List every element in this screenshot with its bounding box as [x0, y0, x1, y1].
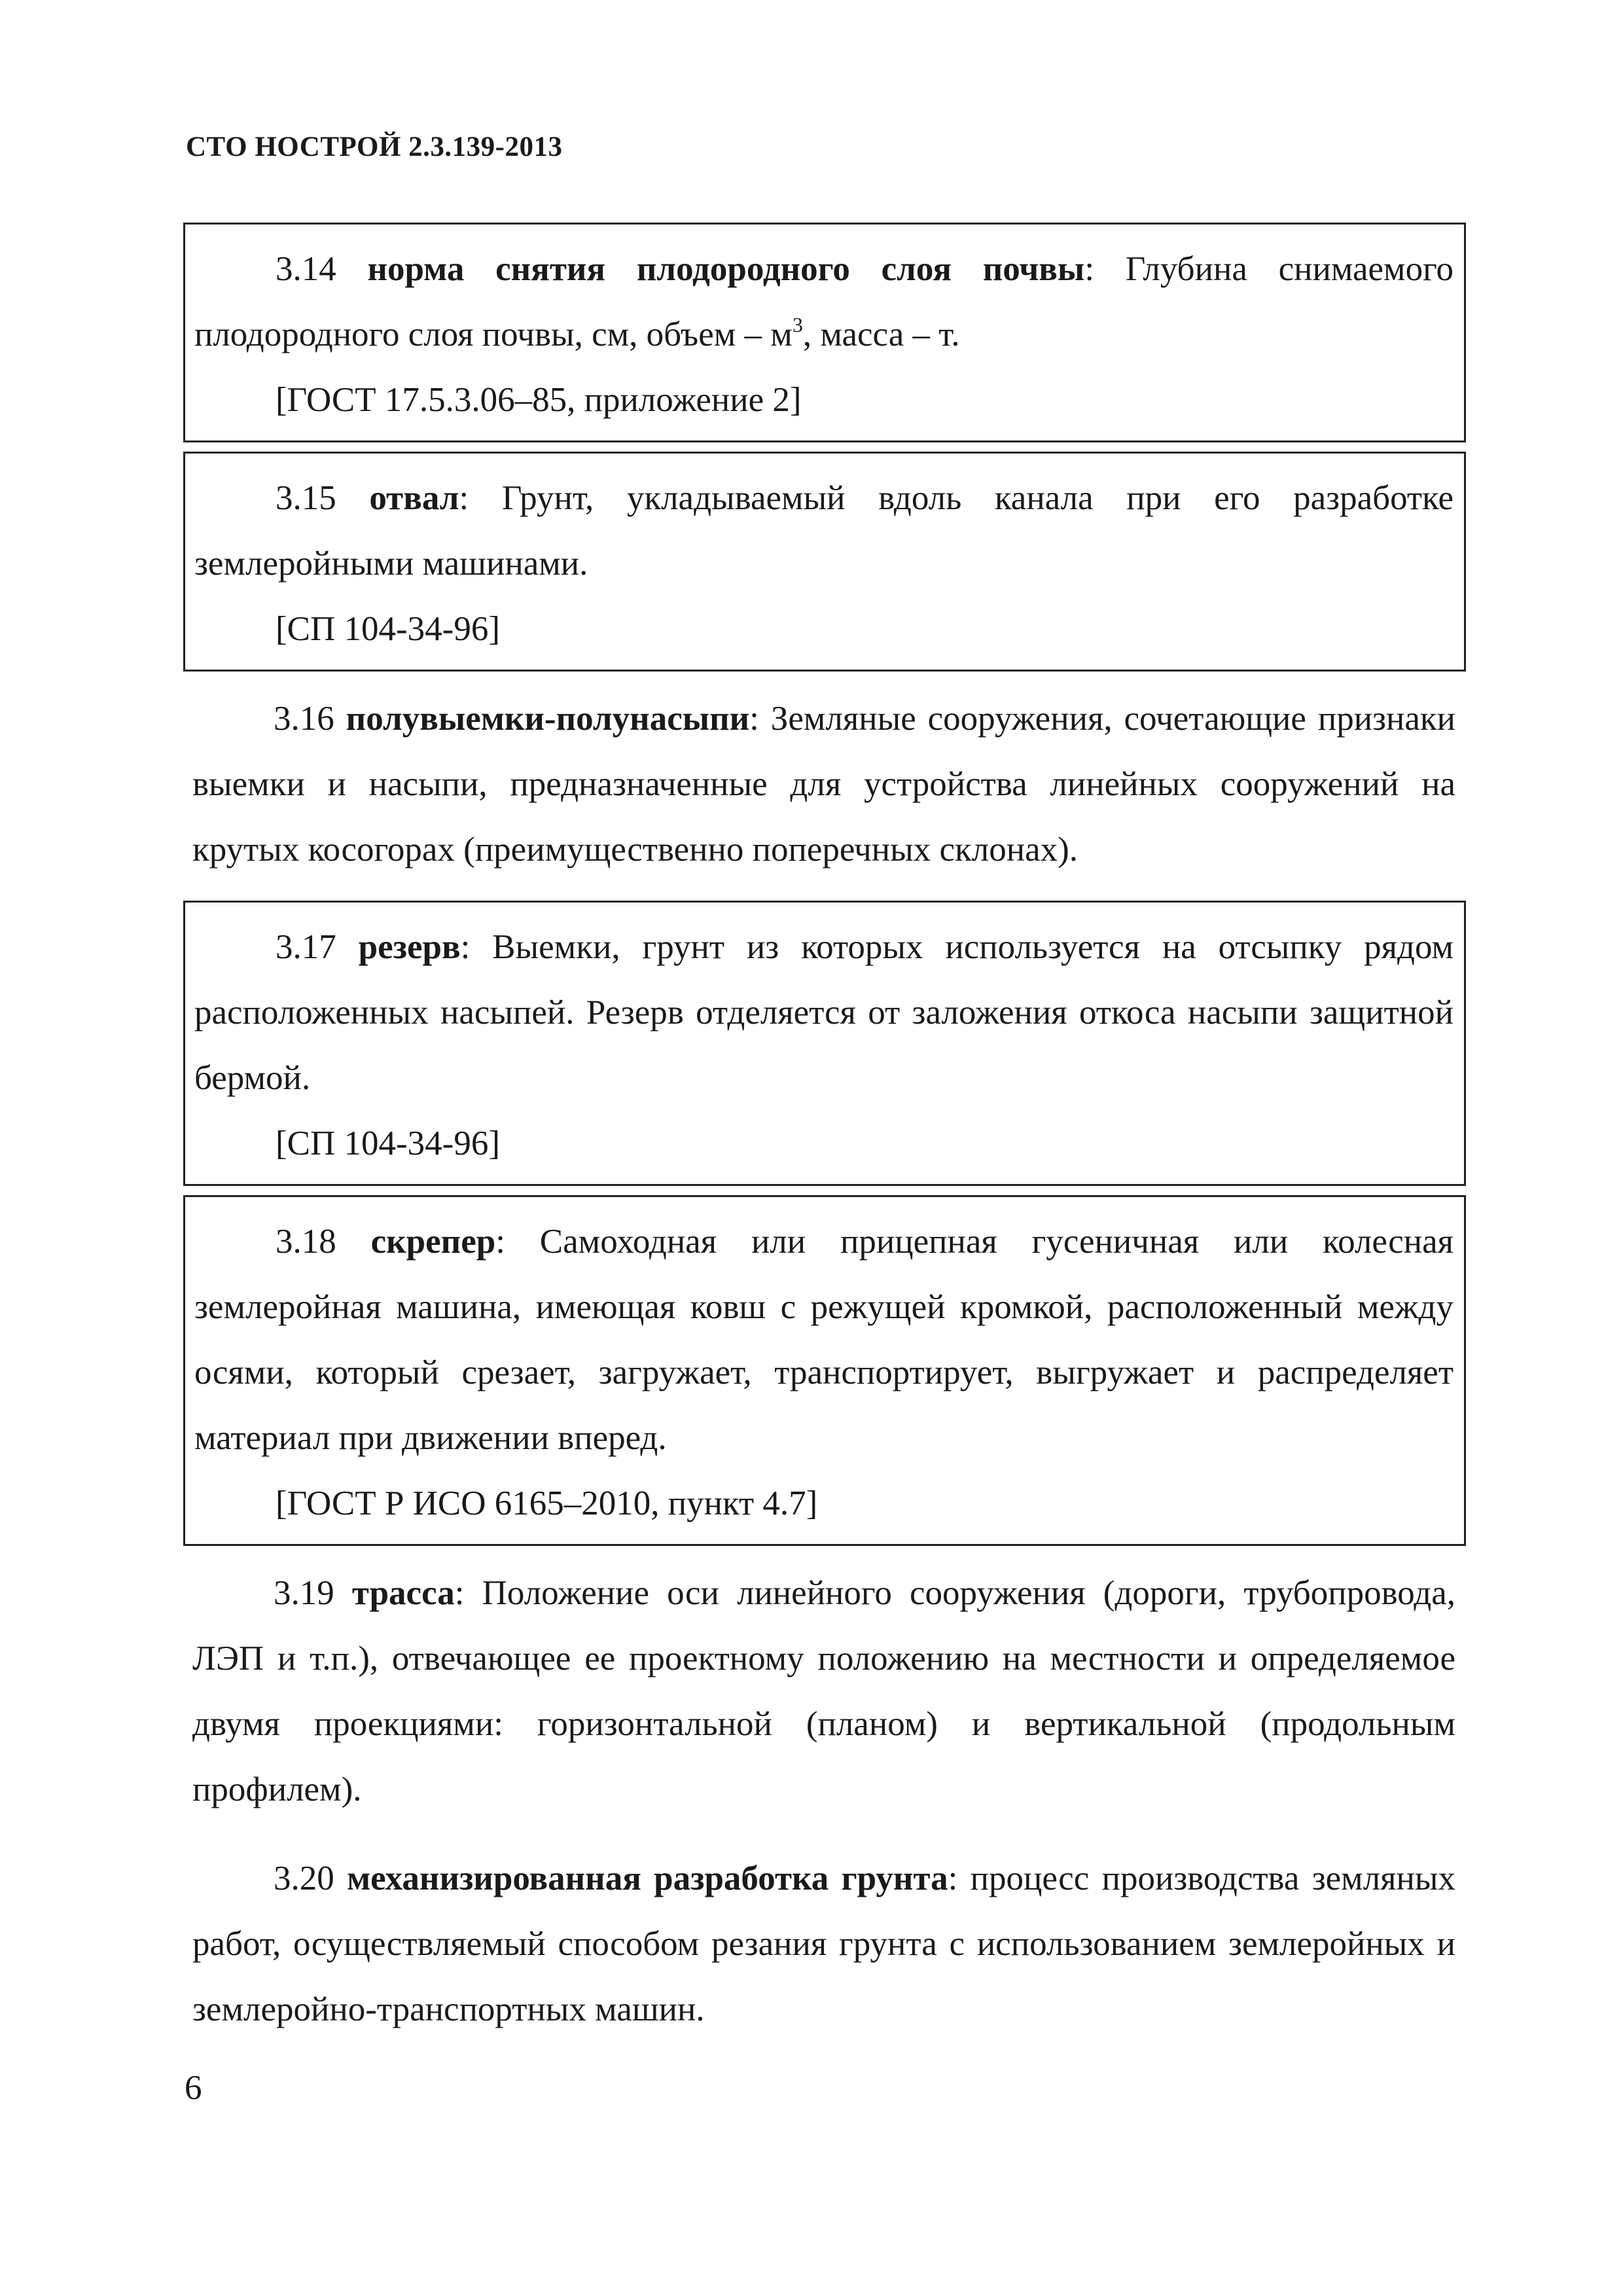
page-number: 6 — [185, 2069, 202, 2107]
term-definition — [194, 1209, 1454, 1471]
term-entry-3-17 — [183, 901, 1466, 1186]
term-number: 3.19 — [274, 1574, 334, 1612]
term-number: 3.16 — [274, 700, 334, 738]
term-definition — [192, 1560, 1455, 1822]
term-definition — [194, 465, 1454, 596]
term-entry-3-14 — [183, 223, 1466, 442]
definition-text: : Глубина снимаемого плодородного слоя почвы, см, объем – м — [194, 250, 1454, 353]
term-entry-3-16 — [183, 681, 1466, 891]
term-number: 3.15 — [276, 479, 336, 517]
definition-text: : Положение оси линейного сооружения (дороги, трубопровода, ЛЭП и т.п.), отвечающее ее проектному положению на местности и определяемое двумя проекциями: горизонтальной (планом) и вертикальной (продольным профилем). — [192, 1574, 1455, 1808]
superscript: 3 — [792, 313, 803, 337]
term-number: 3.17 — [276, 928, 336, 966]
term-number: 3.18 — [276, 1223, 336, 1261]
term-definition — [194, 914, 1454, 1111]
definition-text: : Самоходная или прицепная гусеничная или колесная землеройная машина, имеющая ковш с режущей кромкой, расположенный между осями, который срезает, загружает, транспортирует, выгружает и распределяет материал при движении вперед. — [194, 1223, 1454, 1457]
definition-tail: , масса – т. — [802, 315, 960, 353]
term-source: [СП 104-34-96] — [276, 1124, 500, 1162]
term-entry-3-15 — [183, 452, 1466, 672]
term-definition — [192, 686, 1455, 882]
term-name: полувыемки-полунасыпи — [346, 700, 750, 738]
term-number: 3.14 — [276, 250, 336, 288]
document-code-header: СТО НОСТРОЙ 2.3.139-2013 — [186, 132, 563, 162]
term-number: 3.20 — [274, 1859, 334, 1897]
term-definition — [192, 1846, 1455, 2042]
term-name: норма снятия плодородного слоя почвы — [367, 250, 1085, 288]
definition-text: : Выемки, грунт из которых используется на отсыпку рядом расположенных насыпей. Резерв отделяется от заложения откоса насыпи защитной бермой. — [194, 928, 1454, 1097]
definition-text: : Грунт, укладываемый вдоль канала при его разработке землеройными машинами. — [194, 479, 1454, 583]
term-entry-3-19 — [183, 1555, 1466, 1831]
term-name: резерв — [358, 928, 461, 966]
term-entry-3-18 — [183, 1195, 1466, 1546]
definition-text: : процесс производства земляных работ, осуществляемый способом резания грунта с использованием землеройных и землеройно-транспортных машин. — [192, 1859, 1455, 2028]
term-source: [ГОСТ Р ИСО 6165–2010, пункт 4.7] — [276, 1484, 818, 1522]
term-name: скрепер — [370, 1223, 496, 1261]
term-definition — [194, 236, 1454, 367]
term-name: механизированная разработка грунта — [347, 1859, 948, 1897]
term-source: [СП 104-34-96] — [276, 610, 500, 648]
terms-list — [183, 223, 1466, 2060]
term-source: [ГОСТ 17.5.3.06–85, приложение 2] — [276, 381, 802, 419]
term-name: трасса — [351, 1574, 455, 1612]
term-name: отвал — [369, 479, 459, 517]
definition-text: : Земляные сооружения, сочетающие признаки выемки и насыпи, предназначенные для устройства линейных сооружений на крутых косогорах (преимущественно поперечных склонах). — [192, 700, 1455, 869]
term-entry-3-20 — [183, 1840, 1466, 2051]
